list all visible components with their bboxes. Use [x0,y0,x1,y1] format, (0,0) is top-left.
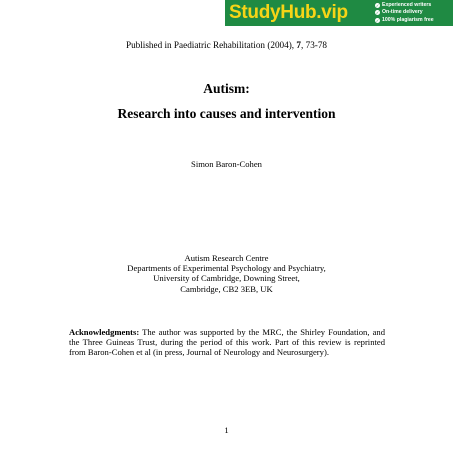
acknowledgments-text: The author was supported by the MRC, the Shirley Foundation, and the Three Guineas Trust, during the period of this work. Part of this review is reprinted from Baron-Cohen et al (in press, Journal of Neurology and Neurosurgery). [69,327,385,358]
author-affiliation [0,253,453,294]
citation-volume: 7 [296,40,301,50]
citation-prefix: Published in Paediatric Rehabilitation (2004), [125,40,297,50]
citation-suffix: , 73-78 [301,40,328,50]
check-icon: ✓ [375,17,380,23]
banner-feature-list [375,2,453,24]
paper-title-line-2: Research into causes and intervention [117,106,336,121]
check-icon: ✓ [375,10,380,16]
check-icon: ✓ [375,3,380,9]
acknowledgments-heading: Acknowledgments: [69,327,140,337]
affiliation-line: Departments of Experimental Psychology and Psychiatry, [127,263,326,274]
acknowledgments-paragraph [69,327,385,358]
feature-label: 100% plagiarism free [382,16,434,23]
feature-item [375,2,453,9]
affiliation-line: Autism Research Centre [184,253,269,263]
feature-item [375,9,453,16]
feature-item [375,17,453,24]
author-name: Simon Baron-Cohen [191,159,262,169]
studyhub-banner[interactable] [225,0,453,26]
page-number: 1 [224,425,229,435]
affiliation-line: University of Cambridge, Downing Street, [153,273,300,284]
publication-citation [0,40,453,50]
affiliation-line: Cambridge, CB2 3EB, UK [180,283,273,294]
paper-title-line-1: Autism: [203,81,250,96]
feature-label: Experienced writers [382,2,432,9]
studyhub-logo[interactable]: StudyHub.vip [229,2,348,23]
feature-label: On-time delivery [382,9,423,16]
